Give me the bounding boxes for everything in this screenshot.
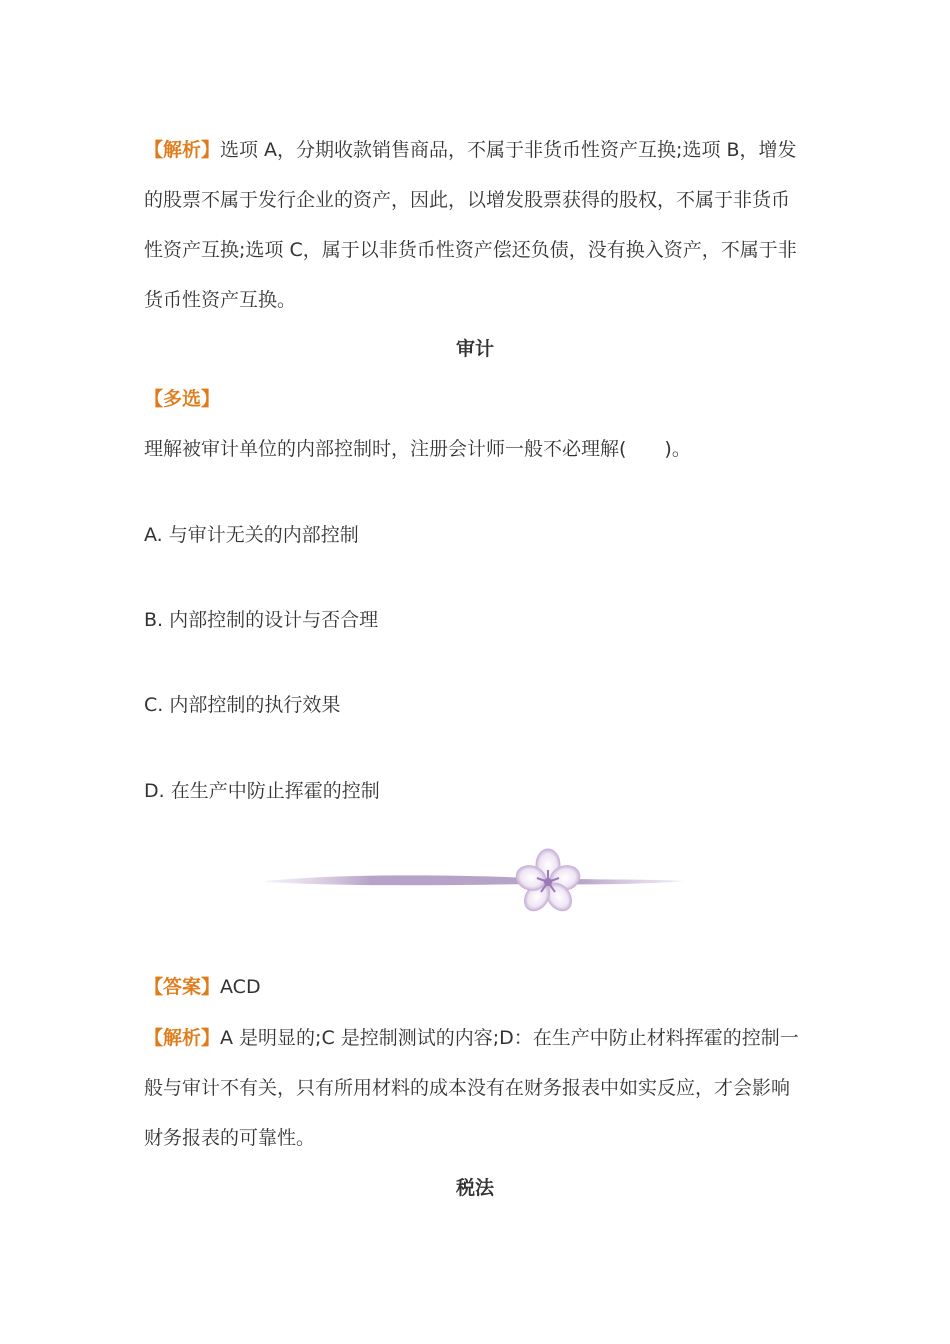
section-title-tax: 税法 (455, 1177, 494, 1199)
previous-explanation (144, 125, 804, 325)
option-d: D. 在生产中防止挥霍的控制 (144, 780, 380, 802)
option-b: B. 内部控制的设计与否合理 (144, 609, 379, 631)
explanation-text: 选项 A，分期收款销售商品，不属于非货币性资产互换;选项 B，增发的股票不属于发行企业的资产，因此，以增发股票获得的股权，不属于非货币性资产互换;选项 C，属于以非货币性资产偿还负债，没有换入资产，不属于非货币性资产互换。 (144, 139, 797, 311)
question-type (144, 384, 220, 414)
explanation-tag: 【解析】 (144, 1027, 221, 1049)
answer-line (144, 972, 261, 1002)
question-text: 理解被审计单位的内部控制时，注册会计师一般不必理解( )。 (144, 438, 691, 460)
explanation-tag: 【解析】 (144, 139, 221, 161)
question-type-tag: 【多选】 (144, 388, 221, 410)
explanation-text: A 是明显的;C 是控制测试的内容;D：在生产中防止材料挥霍的控制一般与审计不有关，只有所用材料的成本没有在财务报表中如实反应，才会影响财务报表的可靠性。 (144, 1027, 799, 1149)
option-c: C. 内部控制的执行效果 (144, 694, 341, 716)
option-a: A. 与审计无关的内部控制 (144, 524, 359, 546)
audit-explanation (144, 1013, 804, 1163)
answer-tag: 【答案】 (144, 976, 221, 998)
section-title-audit: 审计 (455, 338, 494, 360)
flower-divider-icon (262, 845, 688, 920)
answer-value: ACD (220, 976, 261, 998)
